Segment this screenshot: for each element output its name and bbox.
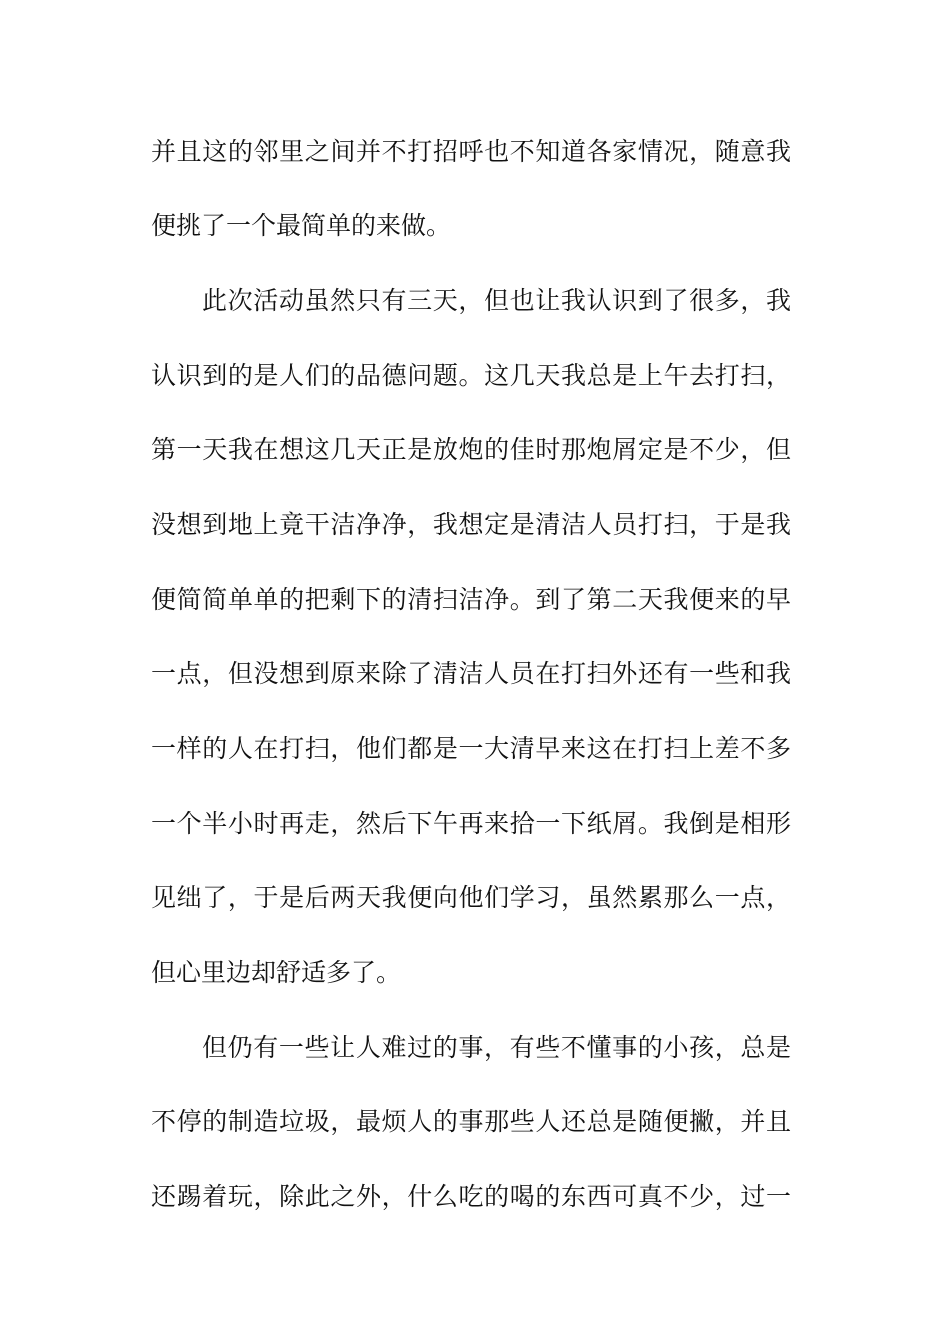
text-line: 一样的人在打扫，他们都是一大清早来这在打扫上差不多 xyxy=(151,734,791,763)
paragraph-first-line: 但仍有一些让人难过的事，有些不懂事的小孩，总是 xyxy=(202,1033,791,1062)
text-line: 见绌了，于是后两天我便向他们学习，虽然累那么一点， xyxy=(151,883,791,912)
text-line: 便简简单单的把剩下的清扫洁净。到了第二天我便来的早 xyxy=(151,585,791,614)
text-line: 一个半小时再走，然后下午再来拾一下纸屑。我倒是相形 xyxy=(151,809,791,838)
text-line: 第一天我在想这几天正是放炮的佳时那炮屑定是不少，但 xyxy=(151,435,791,464)
text-line: 还踢着玩，除此之外，什么吃的喝的东西可真不少，过一 xyxy=(151,1182,791,1211)
text-line: 并且这的邻里之间并不打招呼也不知道各家情况，随意我 xyxy=(151,137,791,166)
text-line: 没想到地上竟干洁净净，我想定是清洁人员打扫，于是我 xyxy=(151,510,791,539)
text-line: 一点，但没想到原来除了清洁人员在打扫外还有一些和我 xyxy=(151,659,791,688)
paragraph-first-line: 此次活动虽然只有三天，但也让我认识到了很多，我 xyxy=(202,286,791,315)
text-line: 但心里边却舒适多了。 xyxy=(151,958,402,987)
text-line: 便挑了一个最简单的来做。 xyxy=(151,211,452,240)
text-line: 不停的制造垃圾，最烦人的事那些人还总是随便撇，并且 xyxy=(151,1107,791,1136)
text-line: 认识到的是人们的品德问题。这几天我总是上午去打扫， xyxy=(151,361,791,390)
